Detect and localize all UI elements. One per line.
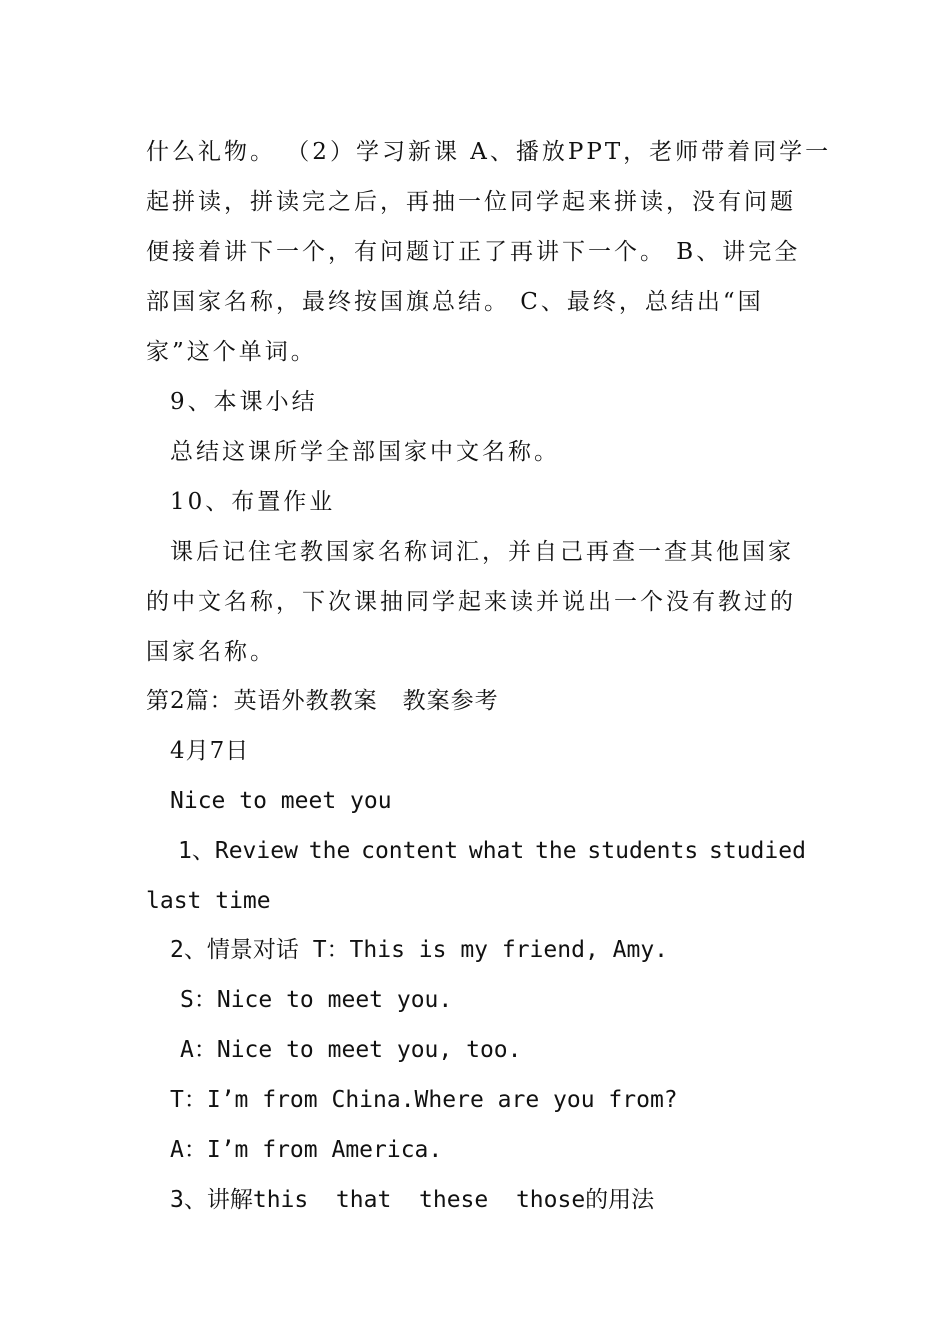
text-line: 课后记住宅教国家名称词汇，并自己再查一查其他国家 <box>170 539 794 565</box>
text-line: 总结这课所学全部国家中文名称。 <box>170 439 560 465</box>
text-line: 国家名称。 <box>146 639 276 665</box>
dialogue-line: T：I’m from China.Where are you from? <box>170 1087 678 1113</box>
lesson-title: Nice to meet you <box>170 788 392 814</box>
word: students <box>587 838 699 864</box>
text-line: 便接着讲下一个，有问题订正了再讲下一个。 B、讲完全 <box>146 239 801 265</box>
text-line: 起拼读，拼读完之后，再抽一位同学起来拼读，没有问题 <box>146 189 796 215</box>
text-line: 2、情景对话 T：This is my friend, Amy. <box>170 937 669 963</box>
word: studied <box>709 838 806 864</box>
section-heading: 9、本课小结 <box>170 389 318 415</box>
word: 1、Review <box>178 838 298 864</box>
text-line: 什么礼物。 （2）学习新课 A、播放PPT，老师带着同学一 <box>146 139 832 165</box>
dialogue-line: S：Nice to meet you. <box>180 987 453 1013</box>
text-line: 的中文名称，下次课抽同学起来读并说出一个没有教过的 <box>146 589 796 615</box>
dialogue-line: A：Nice to meet you, too. <box>180 1037 522 1063</box>
text-line: 部国家名称，最终按国旗总结。 C、最终，总结出“国 <box>146 289 764 315</box>
section-heading: 10、布置作业 <box>170 489 336 515</box>
text-line: 家”这个单词。 <box>146 339 317 365</box>
text-line: 3、讲解this that these those的用法 <box>170 1187 655 1213</box>
word: the <box>535 838 577 864</box>
word: content <box>361 838 459 864</box>
word: what <box>468 838 525 864</box>
date-line: 4月7日 <box>170 738 250 764</box>
word: the <box>308 838 351 864</box>
article-title: 第2篇：英语外教教案 教案参考 <box>146 688 499 714</box>
dialogue-line: A：I’m from America. <box>170 1137 443 1163</box>
text-line: last time <box>146 888 271 914</box>
text-line-justified <box>178 836 806 866</box>
